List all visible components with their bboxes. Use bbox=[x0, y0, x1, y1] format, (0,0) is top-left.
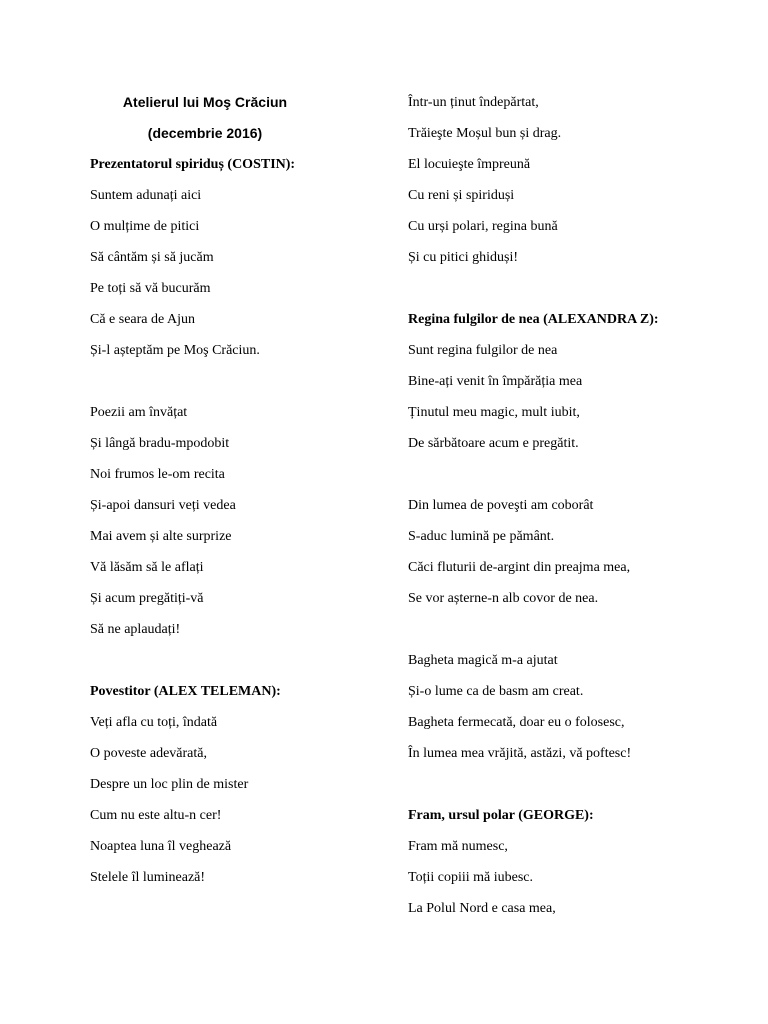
verse-line: Se vor așterne-n alb covor de nea. bbox=[408, 591, 599, 606]
verse-line: Poezii am învățat bbox=[90, 405, 188, 420]
verse-line: Cu reni și spiriduși bbox=[408, 188, 515, 203]
verse-line: Despre un loc plin de mister bbox=[90, 777, 249, 792]
speaker-heading: Prezentatorul spiriduș (COSTIN): bbox=[90, 157, 296, 172]
verse-line: Căci fluturii de-argint din preajma mea, bbox=[408, 560, 631, 575]
speaker-heading: Povestitor (ALEX TELEMAN): bbox=[90, 684, 281, 699]
verse-line: O mulțime de pitici bbox=[90, 219, 200, 234]
verse-line: Trăieşte Moșul bun și drag. bbox=[408, 126, 562, 141]
verse-line: Și-o lume ca de basm am creat. bbox=[408, 684, 584, 699]
verse-line: Fram mă numesc, bbox=[408, 839, 508, 854]
stanza-gap bbox=[408, 276, 708, 307]
speaker-heading: Regina fulgilor de nea (ALEXANDRA Z): bbox=[408, 312, 659, 327]
verse-line: Veți afla cu toți, îndată bbox=[90, 715, 218, 730]
verse-line: La Polul Nord e casa mea, bbox=[408, 901, 556, 916]
verse-line: Să cântăm și să jucăm bbox=[90, 250, 214, 265]
right-lines bbox=[408, 90, 708, 927]
verse-line: Bagheta magică m-a ajutat bbox=[408, 653, 558, 668]
verse-line: Suntem adunați aici bbox=[90, 188, 202, 203]
right-column bbox=[408, 90, 708, 927]
stanza-gap bbox=[90, 648, 390, 679]
verse-line: Stelele îl luminează! bbox=[90, 870, 206, 885]
verse-line: Noi frumos le-om recita bbox=[90, 467, 225, 482]
stanza-gap bbox=[408, 462, 708, 493]
verse-line: În lumea mea vrăjită, astăzi, vă poftesc! bbox=[408, 746, 632, 761]
verse-line: El locuieşte împreună bbox=[408, 157, 531, 172]
verse-line: Într-un ținut îndepărtat, bbox=[408, 95, 539, 110]
stanza-gap bbox=[408, 772, 708, 803]
verse-line: S-aduc lumină pe pământ. bbox=[408, 529, 555, 544]
verse-line: Și acum pregătiți-vă bbox=[90, 591, 204, 606]
verse-line: Mai avem și alte surprize bbox=[90, 529, 232, 544]
verse-line: Ținutul meu magic, mult iubit, bbox=[408, 405, 580, 420]
document-subtitle-date: (decembrie 2016) bbox=[147, 125, 263, 141]
stanza-gap bbox=[408, 617, 708, 648]
verse-line: Sunt regina fulgilor de nea bbox=[408, 343, 558, 358]
verse-line: Toții copiii mă iubesc. bbox=[408, 870, 533, 885]
verse-line: O poveste adevărată, bbox=[90, 746, 207, 761]
verse-line: Vă lăsăm să le aflați bbox=[90, 560, 204, 575]
speaker-heading: Fram, ursul polar (GEORGE): bbox=[408, 808, 594, 823]
verse-line: Cum nu este altu-n cer! bbox=[90, 808, 222, 823]
verse-line: Că e seara de Ajun bbox=[90, 312, 195, 327]
left-column bbox=[90, 90, 390, 896]
left-lines bbox=[90, 152, 390, 896]
verse-line: Și lângă bradu-mpodobit bbox=[90, 436, 230, 451]
verse-line: Bagheta fermecată, doar eu o folosesc, bbox=[408, 715, 625, 730]
verse-line: Pe toți să vă bucurăm bbox=[90, 281, 211, 296]
verse-line: Noaptea luna îl veghează bbox=[90, 839, 232, 854]
verse-line: Să ne aplaudați! bbox=[90, 622, 181, 637]
verse-line: Bine-ați venit în împărăția mea bbox=[408, 374, 583, 389]
verse-line: Cu urși polari, regina bună bbox=[408, 219, 558, 234]
verse-line: Din lumea de poveşti am coborât bbox=[408, 498, 594, 513]
verse-line: Și-l așteptăm pe Moş Crăciun. bbox=[90, 343, 260, 358]
verse-line: Și cu pitici ghiduși! bbox=[408, 250, 519, 265]
verse-line: Și-apoi dansuri veți vedea bbox=[90, 498, 236, 513]
stanza-gap bbox=[90, 369, 390, 400]
document-title: Atelierul lui Moş Crăciun bbox=[122, 94, 288, 110]
verse-line: De sărbătoare acum e pregătit. bbox=[408, 436, 579, 451]
